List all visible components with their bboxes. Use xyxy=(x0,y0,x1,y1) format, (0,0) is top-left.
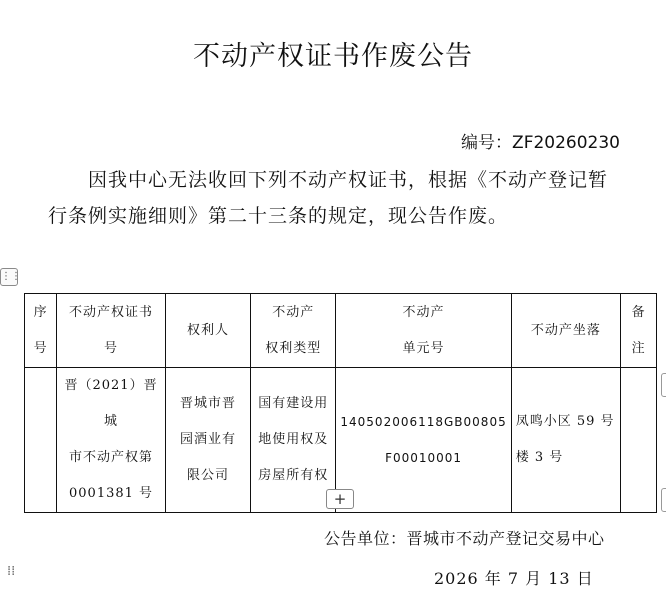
cell-right-type: 国有建设用 地使用权及 房屋所有权 xyxy=(251,368,336,513)
resize-handle-icon[interactable] xyxy=(661,373,666,397)
cell-unit-no: 140502006118GB00805 F00010001 xyxy=(336,368,511,513)
header-owner: 权利人 xyxy=(165,294,250,368)
header-remark: 备 注 xyxy=(621,294,657,368)
header-right-type: 不动产 权利类型 xyxy=(251,294,336,368)
document-number: 编号：ZF20260230 xyxy=(461,133,620,153)
cell-owner: 晋城市晋 园酒业有 限公司 xyxy=(165,368,250,513)
cell-cert-no: 晋（2021）晋城 市不动产权第 0001381 号 xyxy=(57,368,166,513)
cell-location: 凤鸣小区 59 号 楼 3 号 xyxy=(511,368,620,513)
notice-table xyxy=(24,293,657,513)
issuer: 公告单位：晋城市不动产登记交易中心 xyxy=(324,529,605,548)
table-move-handle-icon[interactable]: ⋮⋮ xyxy=(0,268,18,286)
resize-handle-icon[interactable] xyxy=(661,488,666,512)
cell-seq xyxy=(25,368,57,513)
header-cert-no: 不动产权证书 号 xyxy=(57,294,166,368)
drag-grip-icon[interactable]: ⁞⁞ xyxy=(7,564,16,579)
table-header-row xyxy=(25,294,657,368)
header-location: 不动产坐落 xyxy=(511,294,620,368)
notice-date: 2026 年 7 月 13 日 xyxy=(434,569,594,588)
document-title: 不动产权证书作废公告 xyxy=(193,41,473,72)
add-row-button[interactable]: + xyxy=(326,489,354,509)
notice-paragraph: 因我中心无法收回下列不动产权证书，根据《不动产登记暂行条例实施细则》第二十三条的规定，现公告作废。 xyxy=(48,169,609,227)
header-unit-no: 不动产 单元号 xyxy=(336,294,511,368)
cell-remark xyxy=(621,368,657,513)
header-seq: 序 号 xyxy=(25,294,57,368)
